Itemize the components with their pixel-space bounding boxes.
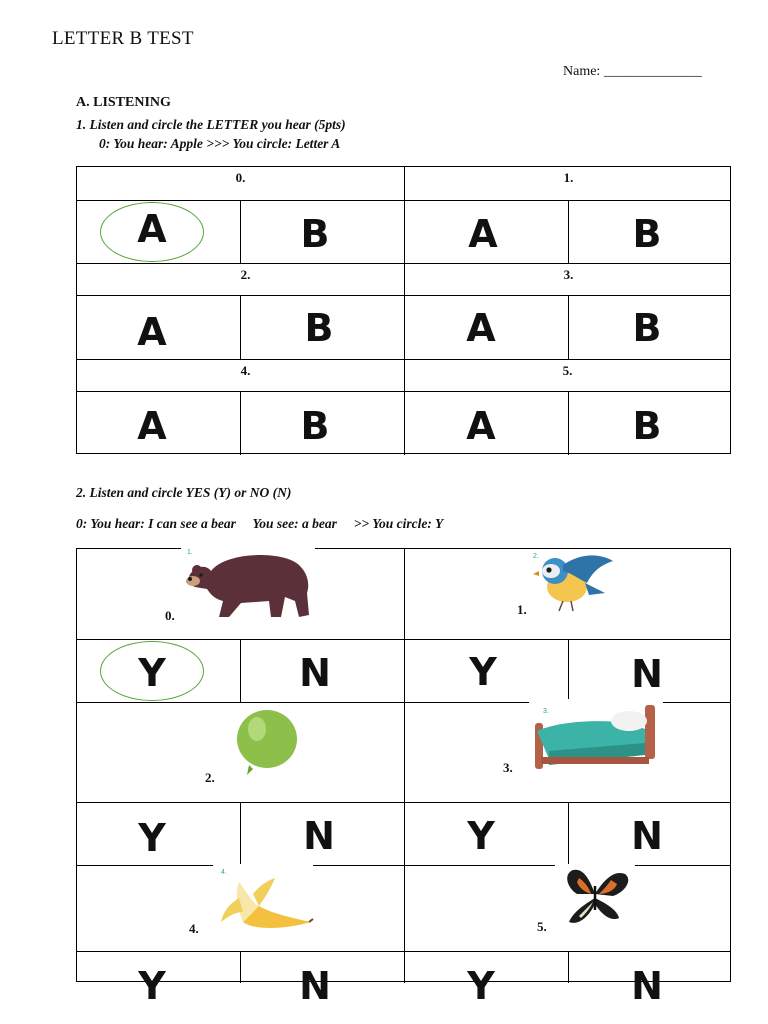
- choice-cell[interactable]: [240, 952, 404, 1008]
- choice-cell[interactable]: [77, 640, 240, 702]
- choice-cell[interactable]: [568, 201, 732, 263]
- picture-cell: [77, 549, 404, 639]
- choice-letter[interactable]: A: [137, 404, 167, 448]
- q1-instruction: 1. Listen and circle the LETTER you hear (5pts): [76, 117, 346, 132]
- choice-letter[interactable]: N: [631, 964, 663, 1008]
- choice-letter[interactable]: B: [300, 404, 330, 448]
- item-label: 3.: [404, 264, 732, 295]
- item-label: 5.: [537, 919, 547, 934]
- choice-cell[interactable]: [404, 296, 568, 359]
- grid-header-row: [77, 263, 730, 295]
- choice-cell[interactable]: [77, 201, 240, 263]
- section-heading: A. LISTENING: [76, 95, 171, 110]
- choice-cell[interactable]: [240, 392, 404, 455]
- item-label: 2.: [205, 770, 215, 785]
- q2-example: 0: You hear: I can see a bear You see: a bear >> You circle: Y: [76, 516, 444, 531]
- svg-text:1.: 1.: [187, 549, 193, 556]
- grid-header-row: [77, 359, 730, 391]
- choice-letter[interactable]: N: [299, 651, 331, 695]
- choice-letter[interactable]: B: [632, 212, 662, 256]
- choice-letter[interactable]: B: [304, 306, 334, 350]
- choice-letter[interactable]: A: [466, 404, 496, 448]
- item-label: 2.: [240, 267, 251, 282]
- balloon-icon: [233, 707, 303, 779]
- choice-cell[interactable]: [77, 392, 240, 455]
- answer-row: [77, 639, 730, 702]
- answer-row: [77, 951, 730, 1008]
- choice-letter[interactable]: A: [137, 207, 167, 251]
- choice-letter[interactable]: Y: [138, 651, 166, 695]
- choice-cell[interactable]: [568, 803, 732, 865]
- choice-cell[interactable]: [77, 952, 240, 1008]
- page-title: LETTER B TEST: [52, 28, 194, 49]
- answer-row: [77, 295, 730, 359]
- name-field[interactable]: Name: ______________: [563, 64, 702, 79]
- choice-letter[interactable]: B: [300, 212, 330, 256]
- svg-text:4.: 4.: [221, 869, 227, 876]
- item-label: 1.: [517, 602, 527, 617]
- svg-text:3.: 3.: [543, 708, 549, 715]
- choice-letter[interactable]: A: [468, 212, 498, 256]
- choice-letter[interactable]: N: [631, 652, 663, 696]
- choice-cell[interactable]: [404, 392, 568, 455]
- picture-cell: [77, 703, 404, 802]
- picture-row: [77, 549, 730, 639]
- choice-cell[interactable]: [404, 640, 568, 702]
- bed-icon: [529, 699, 663, 777]
- choice-cell[interactable]: [568, 392, 732, 455]
- item-label: 1.: [404, 167, 732, 200]
- choice-cell[interactable]: [404, 803, 568, 865]
- choice-letter[interactable]: A: [137, 310, 167, 354]
- grid-header-row: [77, 167, 730, 200]
- item-label: 4.: [240, 363, 251, 378]
- choice-letter[interactable]: A: [466, 306, 496, 350]
- bear-icon: [181, 547, 315, 623]
- choice-cell[interactable]: [404, 952, 568, 1008]
- item-label: 3.: [503, 760, 513, 775]
- item-label: 4.: [189, 921, 199, 936]
- svg-text:2.: 2.: [533, 553, 539, 560]
- choice-letter[interactable]: Y: [138, 816, 166, 860]
- choice-cell[interactable]: [240, 296, 404, 359]
- choice-letter[interactable]: Y: [469, 650, 497, 694]
- choice-letter[interactable]: B: [632, 404, 662, 448]
- letter-grid: [76, 166, 731, 454]
- q2-instruction: 2. Listen and circle YES (Y) or NO (N): [76, 485, 292, 500]
- yes-no-grid: [76, 548, 731, 1008]
- choice-cell[interactable]: [240, 803, 404, 865]
- answer-row: [77, 200, 730, 263]
- butterfly-icon: [555, 864, 635, 930]
- answer-row: [77, 802, 730, 865]
- choice-cell[interactable]: [240, 640, 404, 702]
- choice-cell[interactable]: [77, 296, 240, 359]
- answer-row: [77, 391, 730, 455]
- bird-icon: [529, 549, 621, 615]
- choice-cell[interactable]: [568, 952, 732, 1008]
- choice-letter[interactable]: Y: [467, 814, 495, 858]
- choice-cell[interactable]: [568, 640, 732, 702]
- choice-letter[interactable]: N: [303, 814, 335, 858]
- choice-cell[interactable]: [77, 803, 240, 865]
- q1-example: 0: You hear: Apple >>> You circle: Letter A: [99, 136, 341, 151]
- choice-letter[interactable]: N: [299, 964, 331, 1008]
- choice-letter[interactable]: Y: [467, 964, 495, 1008]
- banana-icon: [213, 864, 313, 934]
- item-label: 5.: [404, 360, 732, 391]
- choice-letter[interactable]: Y: [138, 964, 166, 1008]
- choice-cell[interactable]: [240, 201, 404, 263]
- picture-cell: [77, 866, 404, 951]
- picture-cell: [404, 703, 732, 802]
- picture-cell: [404, 549, 732, 639]
- choice-letter[interactable]: N: [631, 814, 663, 858]
- item-label: 0.: [235, 170, 246, 185]
- item-label: 0.: [165, 608, 175, 623]
- picture-cell: [404, 866, 732, 951]
- choice-letter[interactable]: B: [632, 306, 662, 350]
- choice-cell[interactable]: [568, 296, 732, 359]
- picture-row: [77, 865, 730, 951]
- picture-row: [77, 702, 730, 802]
- choice-cell[interactable]: [404, 201, 568, 263]
